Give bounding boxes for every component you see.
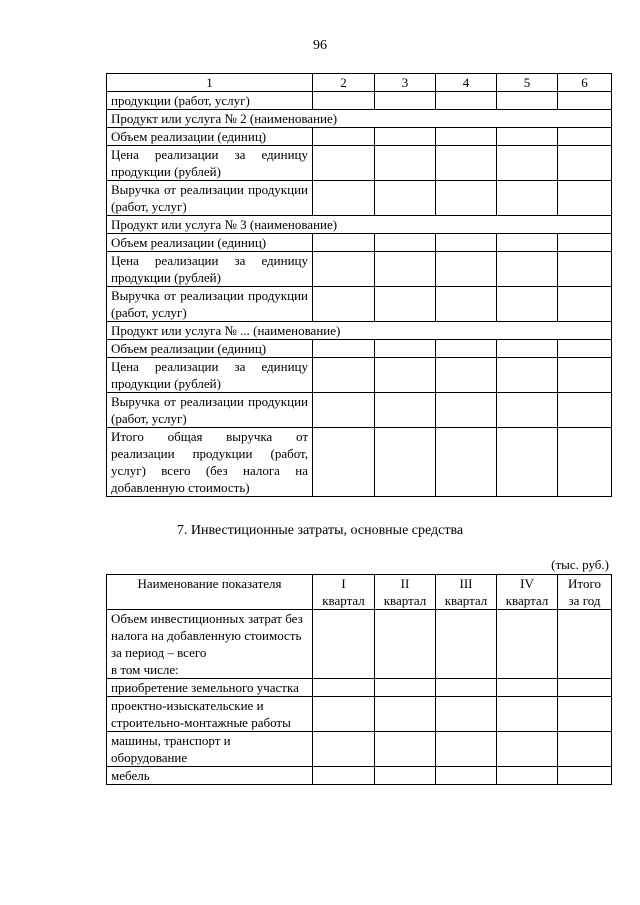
row-label-cell: Объем реализации (единиц)	[107, 340, 313, 358]
empty-value-cell	[313, 358, 375, 393]
empty-value-cell	[436, 358, 497, 393]
column-header	[375, 575, 436, 610]
row-label-cell: мебель	[107, 767, 313, 785]
empty-value-cell	[375, 393, 436, 428]
row-label-cell: приобретение земельного участка	[107, 679, 313, 697]
empty-value-cell	[436, 679, 497, 697]
row-label-cell: Цена реализации за единицу продукции (рублей)	[107, 146, 313, 181]
empty-value-cell	[313, 128, 375, 146]
quarter-word: квартал	[383, 593, 427, 608]
empty-value-cell	[558, 767, 612, 785]
column-header: 3	[375, 74, 436, 92]
quarter-number: I	[341, 576, 346, 591]
table-row	[107, 610, 612, 679]
quarter-word: квартал	[505, 593, 549, 608]
empty-value-cell	[558, 697, 612, 732]
table-row	[107, 358, 612, 393]
empty-value-cell	[436, 340, 497, 358]
table-row	[107, 181, 612, 216]
table-header-row	[107, 74, 612, 92]
empty-value-cell	[558, 92, 612, 110]
empty-value-cell	[436, 610, 497, 679]
empty-value-cell	[375, 252, 436, 287]
column-header	[313, 575, 375, 610]
empty-value-cell	[558, 358, 612, 393]
units-label: (тыс. руб.)	[551, 557, 609, 572]
table-row	[107, 732, 612, 767]
empty-value-cell	[375, 340, 436, 358]
empty-value-cell	[436, 128, 497, 146]
empty-value-cell	[375, 767, 436, 785]
empty-value-cell	[497, 92, 558, 110]
product-heading-row	[107, 216, 612, 234]
empty-value-cell	[375, 92, 436, 110]
quarter-word: квартал	[444, 593, 488, 608]
empty-value-cell	[375, 287, 436, 322]
empty-value-cell	[497, 181, 558, 216]
table-row	[107, 767, 612, 785]
empty-value-cell	[436, 428, 497, 497]
row-label-cell: Объем инвестиционных затрат без налога на добавленную стоимость за период – всего в том числе:	[107, 610, 313, 679]
empty-value-cell	[436, 697, 497, 732]
empty-value-cell	[558, 340, 612, 358]
empty-value-cell	[313, 767, 375, 785]
empty-value-cell	[375, 234, 436, 252]
empty-value-cell	[313, 679, 375, 697]
row-label-cell: машины, транспорт и оборудование	[107, 732, 313, 767]
empty-value-cell	[436, 287, 497, 322]
table-row	[107, 428, 612, 497]
empty-value-cell	[497, 287, 558, 322]
row-label-cell: проектно-изыскательские и строительно-монтажные работы	[107, 697, 313, 732]
page-number: 96	[313, 38, 327, 53]
empty-value-cell	[558, 393, 612, 428]
empty-value-cell	[436, 234, 497, 252]
section-title: 7. Инвестиционные затраты, основные средства	[176, 523, 464, 538]
empty-value-cell	[436, 146, 497, 181]
empty-value-cell	[436, 252, 497, 287]
column-header	[558, 575, 612, 610]
table-row	[107, 679, 612, 697]
empty-value-cell	[375, 732, 436, 767]
table-row	[107, 393, 612, 428]
empty-value-cell	[375, 146, 436, 181]
empty-value-cell	[313, 393, 375, 428]
quarter-number: II	[400, 576, 410, 591]
quarter-number: IV	[520, 576, 534, 591]
empty-value-cell	[436, 767, 497, 785]
empty-value-cell	[558, 287, 612, 322]
empty-value-cell	[558, 128, 612, 146]
empty-value-cell	[313, 181, 375, 216]
table-row	[107, 287, 612, 322]
row-label-cell: Цена реализации за единицу продукции (рублей)	[107, 252, 313, 287]
table-row	[107, 92, 612, 110]
table-row	[107, 234, 612, 252]
table-row	[107, 146, 612, 181]
empty-value-cell	[436, 393, 497, 428]
empty-value-cell	[313, 234, 375, 252]
column-header	[497, 575, 558, 610]
row-label-cell: Объем реализации (единиц)	[107, 234, 313, 252]
empty-value-cell	[313, 146, 375, 181]
empty-value-cell	[313, 340, 375, 358]
empty-value-cell	[497, 252, 558, 287]
empty-value-cell	[497, 732, 558, 767]
row-label-cell: Выручка от реализации продукции (работ, услуг)	[107, 393, 313, 428]
empty-value-cell	[497, 428, 558, 497]
total-line2: за год	[568, 593, 601, 608]
product-heading-cell: Продукт или услуга № 2 (наименование)	[107, 110, 612, 128]
row-label-cell: Выручка от реализации продукции (работ, услуг)	[107, 287, 313, 322]
empty-value-cell	[558, 679, 612, 697]
investment-table	[106, 574, 612, 785]
empty-value-cell	[313, 697, 375, 732]
table-row	[107, 128, 612, 146]
column-header: Наименование показателя	[107, 575, 313, 610]
table-row	[107, 252, 612, 287]
column-header: 2	[313, 74, 375, 92]
empty-value-cell	[436, 181, 497, 216]
empty-value-cell	[375, 181, 436, 216]
empty-value-cell	[375, 679, 436, 697]
empty-value-cell	[375, 610, 436, 679]
empty-value-cell	[497, 128, 558, 146]
product-heading-cell: Продукт или услуга № 3 (наименование)	[107, 216, 612, 234]
empty-value-cell	[497, 234, 558, 252]
empty-value-cell	[313, 92, 375, 110]
column-header	[436, 575, 497, 610]
empty-value-cell	[313, 428, 375, 497]
empty-value-cell	[313, 287, 375, 322]
empty-value-cell	[558, 252, 612, 287]
column-header: 4	[436, 74, 497, 92]
empty-value-cell	[497, 767, 558, 785]
row-label-cell: Выручка от реализации продукции (работ, услуг)	[107, 181, 313, 216]
table-row	[107, 340, 612, 358]
column-header: 5	[497, 74, 558, 92]
empty-value-cell	[558, 428, 612, 497]
row-label-cell: Объем реализации (единиц)	[107, 128, 313, 146]
row-label-cell: продукции (работ, услуг)	[107, 92, 313, 110]
empty-value-cell	[497, 679, 558, 697]
product-heading-cell: Продукт или услуга № ... (наименование)	[107, 322, 612, 340]
row-label-cell: Цена реализации за единицу продукции (рублей)	[107, 358, 313, 393]
empty-value-cell	[375, 697, 436, 732]
column-header: 6	[558, 74, 612, 92]
empty-value-cell	[497, 146, 558, 181]
quarter-word: квартал	[322, 593, 365, 608]
empty-value-cell	[558, 610, 612, 679]
empty-value-cell	[497, 697, 558, 732]
empty-value-cell	[497, 393, 558, 428]
product-heading-row	[107, 110, 612, 128]
empty-value-cell	[497, 358, 558, 393]
revenue-table	[106, 73, 612, 497]
empty-value-cell	[313, 252, 375, 287]
empty-value-cell	[497, 340, 558, 358]
table-header-row	[107, 575, 612, 610]
empty-value-cell	[558, 146, 612, 181]
empty-value-cell	[558, 234, 612, 252]
empty-value-cell	[375, 428, 436, 497]
row-label-cell: Итого общая выручка от реализации продукции (работ, услуг) всего (без налога на добавленную стоимость)	[107, 428, 313, 497]
empty-value-cell	[375, 358, 436, 393]
table-row	[107, 697, 612, 732]
empty-value-cell	[497, 610, 558, 679]
product-heading-row	[107, 322, 612, 340]
empty-value-cell	[313, 732, 375, 767]
quarter-number: III	[459, 576, 473, 591]
empty-value-cell	[558, 732, 612, 767]
empty-value-cell	[436, 732, 497, 767]
empty-value-cell	[313, 610, 375, 679]
total-line1: Итого	[568, 576, 601, 591]
empty-value-cell	[375, 128, 436, 146]
column-header: 1	[107, 74, 313, 92]
empty-value-cell	[558, 181, 612, 216]
empty-value-cell	[436, 92, 497, 110]
